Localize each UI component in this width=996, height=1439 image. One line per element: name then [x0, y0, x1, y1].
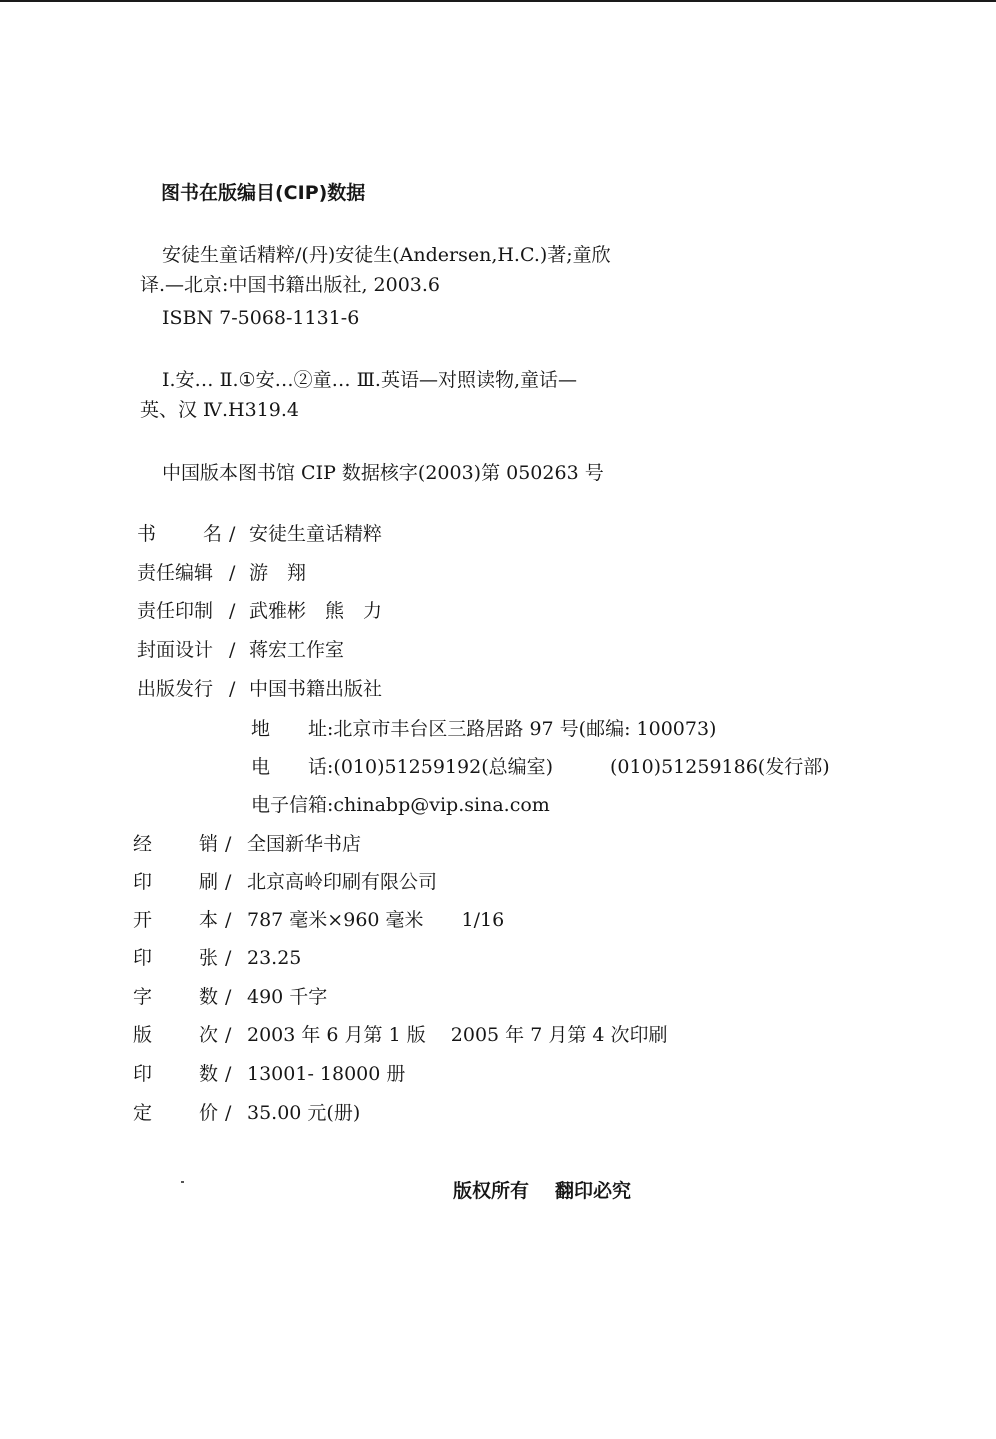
colophon-label-char: 次 — [199, 1024, 219, 1046]
colophon-value: 787 毫米×960 毫米 1/16 — [247, 909, 505, 931]
colophon-separator: / — [225, 1102, 232, 1124]
phone-distribution: (010)51259186(发行部) — [610, 756, 830, 778]
colophon-label: 责任印制 — [137, 600, 214, 622]
colophon-value: 蒋宏工作室 — [249, 639, 345, 661]
colophon-label-char: 书 — [137, 523, 157, 545]
colophon-value: 2003 年 6 月第 1 版 2005 年 7 月第 4 次印刷 — [247, 1024, 668, 1046]
colophon-value: 武雅彬 熊 力 — [249, 600, 383, 622]
colophon-separator: / — [229, 600, 236, 622]
colophon-value: 490 千字 — [247, 986, 328, 1008]
colophon-separator: / — [229, 678, 236, 700]
colophon-label-char: 版 — [133, 1024, 153, 1046]
address-label: 地 址: — [251, 718, 334, 740]
colophon-label-char: 数 — [199, 1063, 219, 1085]
colophon-label-char: 张 — [199, 947, 219, 969]
cip-isbn: ISBN 7-5068-1131-6 — [162, 307, 360, 329]
colophon-value: 游 翔 — [249, 562, 307, 584]
colophon-label-char: 印 — [133, 871, 153, 893]
page-top-border — [0, 0, 996, 2]
cip-classification-1: Ⅰ.安… Ⅱ.①安…②童… Ⅲ.英语—对照读物,童话— — [162, 369, 578, 391]
colophon-separator: / — [225, 986, 232, 1008]
email-label: 电子信箱: — [251, 794, 334, 816]
colophon-separator: / — [225, 909, 232, 931]
scan-speck — [181, 1181, 184, 1183]
publisher-address-row — [251, 717, 716, 741]
copyright-left: 版权所有 — [453, 1180, 530, 1202]
copyright-right: 翻印必究 — [555, 1180, 632, 1202]
address-value: 北京市丰台区三路居路 97 号(邮编: 100073) — [333, 718, 717, 740]
colophon-label: 出版发行 — [137, 678, 214, 700]
phone-label: 电 话: — [251, 756, 334, 778]
colophon-label-char: 销 — [199, 833, 219, 855]
colophon-label-char: 定 — [133, 1102, 153, 1124]
phone-editorial: (010)51259192(总编室) — [333, 756, 554, 778]
colophon-label-char: 印 — [133, 1063, 153, 1085]
colophon-separator: / — [229, 639, 236, 661]
colophon-label-char: 价 — [199, 1102, 219, 1124]
colophon-label-char: 印 — [133, 947, 153, 969]
colophon-value: 23.25 — [247, 947, 302, 969]
colophon-label-char: 名 — [203, 523, 223, 545]
cip-line-2: 译.—北京:中国书籍出版社, 2003.6 — [140, 274, 441, 296]
colophon-separator: / — [225, 947, 232, 969]
copyright-notice — [453, 1176, 631, 1203]
colophon-separator: / — [225, 1024, 232, 1046]
colophon-separator: / — [229, 523, 236, 545]
colophon-value: 35.00 元(册) — [247, 1102, 361, 1124]
colophon-value: 北京高岭印刷有限公司 — [247, 871, 438, 893]
cip-heading: 图书在版编目(CIP)数据 — [161, 182, 366, 204]
email-value: chinabp@vip.sina.com — [333, 794, 550, 816]
publisher-phone-row — [251, 755, 830, 779]
colophon-separator: / — [229, 562, 236, 584]
colophon-value: 中国书籍出版社 — [249, 678, 383, 700]
cip-classification-2: 英、汉 Ⅳ.H319.4 — [140, 399, 300, 421]
colophon-label-char: 刷 — [199, 871, 219, 893]
publisher-email-row — [251, 793, 550, 817]
colophon-value: 全国新华书店 — [247, 833, 362, 855]
colophon-label-char: 本 — [199, 909, 219, 931]
colophon-label: 封面设计 — [137, 639, 214, 661]
colophon-label: 责任编辑 — [137, 562, 214, 584]
colophon-separator: / — [225, 871, 232, 893]
cip-verification-number: 中国版本图书馆 CIP 数据核字(2003)第 050263 号 — [162, 462, 604, 484]
cip-line-1: 安徒生童话精粹/(丹)安徒生(Andersen,H.C.)著;童欣 — [162, 244, 611, 266]
colophon-label-char: 开 — [133, 909, 153, 931]
colophon-value: 安徒生童话精粹 — [249, 523, 383, 545]
colophon-label-char: 字 — [133, 986, 153, 1008]
colophon-separator: / — [225, 1063, 232, 1085]
colophon-label-char: 数 — [199, 986, 219, 1008]
colophon-separator: / — [225, 833, 232, 855]
colophon-label-char: 经 — [133, 833, 153, 855]
colophon-value: 13001- 18000 册 — [247, 1063, 406, 1085]
